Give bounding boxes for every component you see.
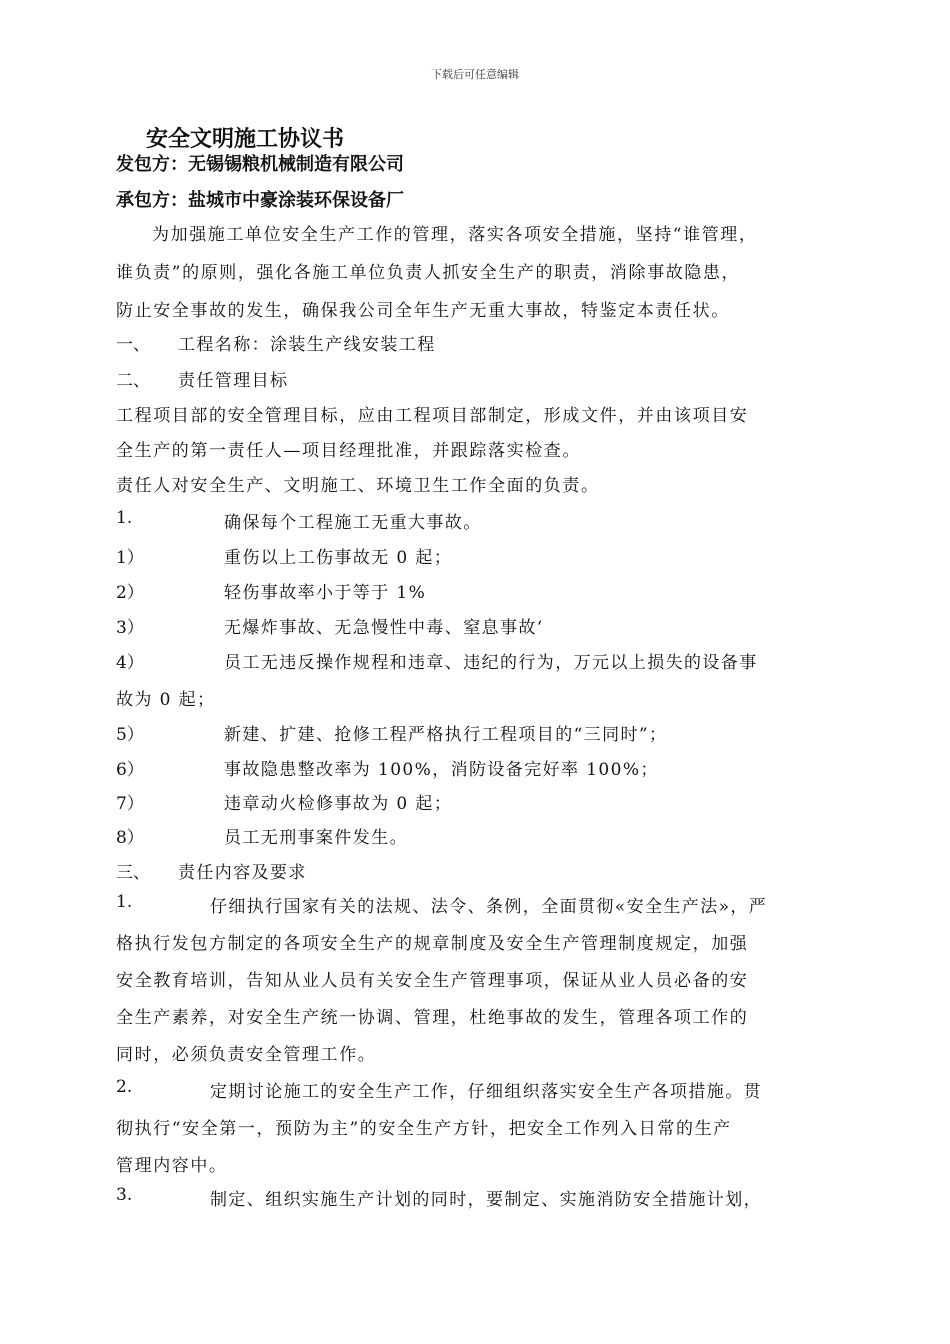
- req-3-number: 3.: [116, 1185, 133, 1205]
- goal-para-line-2: 全生产的第一责任人—项目经理批准，并跟踪落实检查。: [116, 441, 581, 461]
- sub-item-3-text: 无爆炸事故、无急慢性中毒、窒息事故‘: [224, 618, 544, 638]
- req-1-first-line: 仔细执行国家有关的法规、法令、条例，全面贯彻«安全生产法»，严: [210, 897, 768, 917]
- sub-item-1-text: 重伤以上工伤事故无 0 起；: [224, 548, 453, 568]
- sub-item-2-text: 轻伤事故率小于等于 1%: [224, 583, 427, 603]
- sub-item-3-number: 3）: [116, 618, 144, 638]
- goal-1-number: 1.: [116, 508, 133, 528]
- req-1-line-4: 全生产素养，对安全生产统一协调、管理，杜绝事故的发生，管理各项工作的: [116, 1008, 749, 1028]
- contractor-line: 承包方：盐城市中豪涂装环保设备厂: [116, 190, 404, 211]
- sub-item-2-number: 2）: [116, 583, 144, 603]
- section-3-text: 责任内容及要求: [178, 863, 307, 883]
- goal-para-line-1: 工程项目部的安全管理目标，应由工程项目部制定，形成文件，并由该项目安: [116, 406, 749, 426]
- req-1-line-3: 安全教育培训，告知从业人员有关安全生产管理事项，保证从业人员必备的安: [116, 971, 749, 991]
- req-3-first-line: 制定、组织实施生产计划的同时，要制定、实施消防安全措施计划，: [210, 1190, 762, 1210]
- intro-line-1: 为加强施工单位安全生产工作的管理，落实各项安全措施，坚持“谁管理，: [152, 225, 758, 245]
- sub-item-6-text: 事故隐患整改率为 100%，消防设备完好率 100%；: [224, 760, 659, 780]
- page-header: 下载后可任意编辑: [431, 68, 519, 81]
- sub-item-7-text: 违章动火检修事故为 0 起；: [224, 794, 453, 814]
- req-2-first-line: 定期讨论施工的安全生产工作，仔细组织落实安全生产各项措施。贯: [210, 1082, 762, 1102]
- section-2-text: 责任管理目标: [178, 371, 289, 391]
- sub-item-5-number: 5）: [116, 725, 144, 745]
- req-2-line-2: 彻执行“安全第一，预防为主”的安全生产方针，把安全工作列入日常的生产: [116, 1119, 732, 1139]
- req-1-line-2: 格执行发包方制定的各项安全生产的规章制度及安全生产管理制度规定，加强: [116, 934, 749, 954]
- section-1-text: 工程名称：涂装生产线安装工程: [178, 335, 436, 355]
- goal-para-line-3: 责任人对安全生产、文明施工、环境卫生工作全面的负责。: [116, 476, 600, 496]
- employer-line: 发包方：无锡锡粮机械制造有限公司: [116, 154, 404, 175]
- goal-1-text: 确保每个工程施工无重大事故。: [224, 513, 482, 533]
- section-1-number: 一、: [116, 335, 150, 355]
- document-title: 安全文明施工协议书: [146, 126, 345, 152]
- sub-item-7-number: 7）: [116, 794, 144, 814]
- req-1-number: 1.: [116, 892, 133, 912]
- req-2-line-3: 管理内容中。: [116, 1156, 228, 1176]
- section-3-number: 三、: [116, 863, 150, 883]
- sub-item-4-number: 4）: [116, 653, 144, 673]
- sub-item-1-number: 1）: [116, 548, 144, 568]
- sub-item-4-continuation: 故为 0 起；: [116, 690, 216, 710]
- section-2-number: 二、: [116, 371, 150, 391]
- intro-line-3: 防止安全事故的发生，确保我公司全年生产无重大事故，特鉴定本责任状。: [116, 301, 730, 321]
- intro-line-2: 谁负责”的原则，强化各施工单位负责人抓安全生产的职责，消除事故隐患，: [116, 263, 741, 283]
- sub-item-4-text: 员工无违反操作规程和违章、违纪的行为，万元以上损失的设备事: [224, 653, 758, 673]
- req-2-number: 2.: [116, 1077, 133, 1097]
- sub-item-8-text: 员工无刑事案件发生。: [224, 828, 408, 848]
- sub-item-5-text: 新建、扩建、抢修工程严格执行工程项目的“三同时”；: [224, 725, 668, 745]
- req-1-line-5: 同时，必须负责安全管理工作。: [116, 1045, 377, 1065]
- sub-item-6-number: 6）: [116, 760, 144, 780]
- sub-item-8-number: 8）: [116, 828, 144, 848]
